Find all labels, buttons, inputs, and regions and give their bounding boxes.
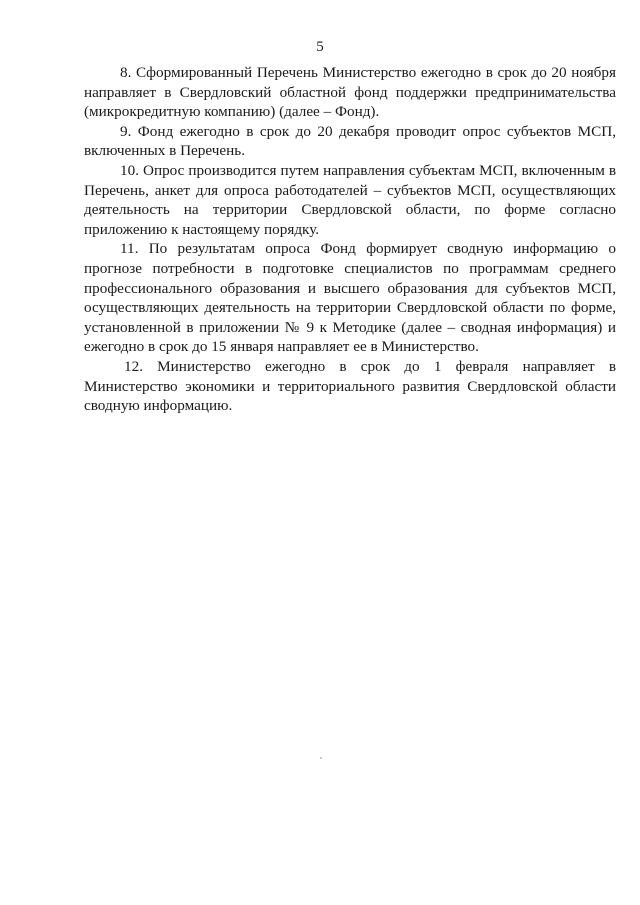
page-number: 5 bbox=[316, 39, 324, 55]
paragraph-8: 8. Сформированный Перечень Министерство ежегодно в срок до 20 ноября направляет в Свердловский областной фонд поддержки предпринимательства (микрокредитную компанию) (далее – Фонд). bbox=[84, 64, 616, 121]
document-body bbox=[84, 63, 616, 416]
paragraph-12: 12. Министерство ежегодно в срок до 1 февраля направляет в Министерство экономики и территориального развития Свердловской области сводную информацию. bbox=[84, 357, 616, 415]
paragraph-10: 10. Опрос производится путем направления субъектам МСП, включенным в Перечень, анкет для опроса работодателей – субъектов МСП, осуществляющих деятельность на территории Свердловской области, по форме согласно приложению к настоящему порядку. bbox=[84, 161, 616, 238]
scan-speck bbox=[320, 757, 322, 759]
paragraph-9: 9. Фонд ежегодно в срок до 20 декабря проводит опрос субъектов МСП, включенных в Перечень. bbox=[84, 122, 616, 160]
paragraph-11: 11. По результатам опроса Фонд формирует сводную информацию о прогнозе потребности в подготовке специалистов по программам среднего профессионального образования и высшего образования для субъектов МСП, осуществляющих деятельность на территории Свердловской области по форме, установленной в приложении № 9 к Методике (далее – сводная информация) и ежегодно в срок до 15 января направляет ее в Министерство. bbox=[84, 240, 616, 356]
